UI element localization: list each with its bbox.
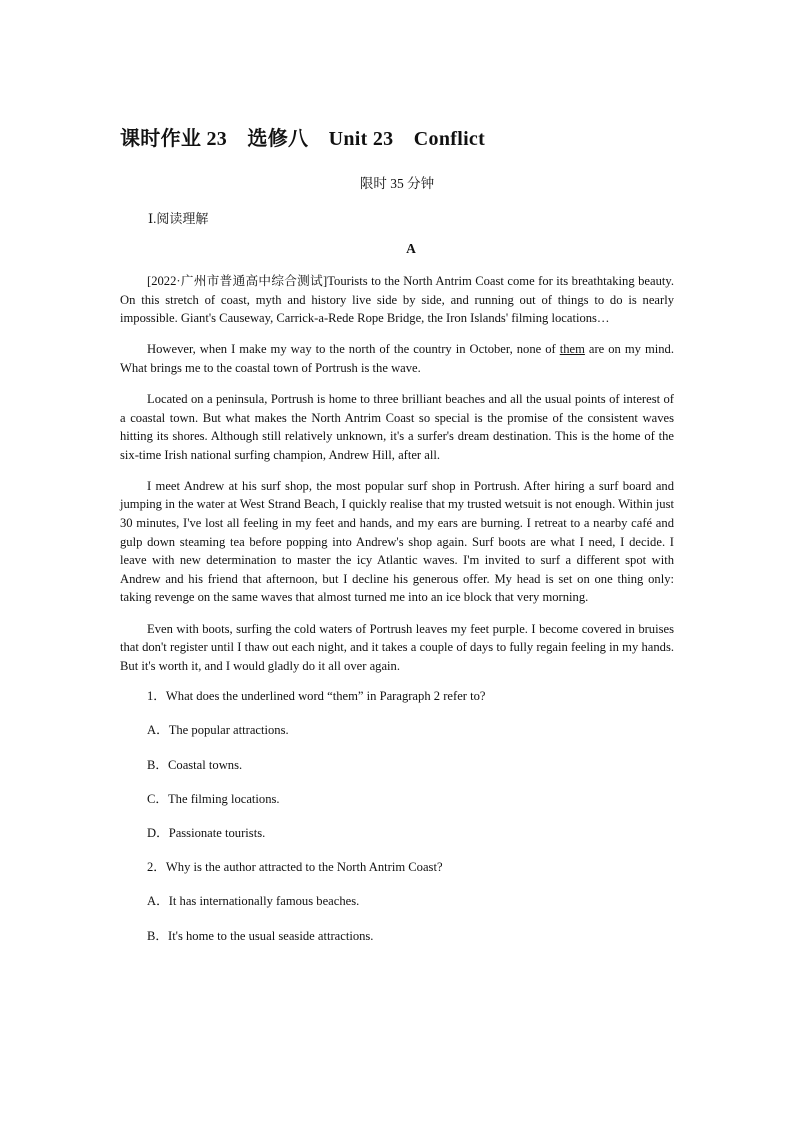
option-a[interactable]: A．The popular attractions. [147,723,289,738]
paragraph-2 [120,340,674,377]
question-stem: 1．What does the underlined word “them” in Paragraph 2 refer to? [147,689,486,704]
option-c[interactable]: C．The filming locations. [147,791,280,806]
page-title: 课时作业 23 选修八 Unit 23 Conflict [120,128,486,150]
paragraph-4: I meet Andrew at his surf shop, the most popular surf shop in Portrush. After hiring a surf board and jumping in the water at West Strand Beach, I quickly realise that my trusted wetsuit is not enough. Within just 30 minutes, I've lost all feeling in my feet and hands, and my ears are burning. I retreat to a nearby café and gulp down steaming tea before popping into Andrew's shop again. Surf boots are what I need, I decide. I leave with new determination to master the icy Atlantic waves. I'm invited to surf a different spot with Andrew and his friend that afternoon, but I decline his generous offer. My head is set on one thing only: taking revenge on the same waves that almost turned me into an ice block that very morning. [120,478,674,605]
passage-label: A [406,241,416,256]
paragraph-5: Even with boots, surfing the cold waters of Portrush leaves my feet purple. I become covered in bruises that don't register until I thaw out each night, and it takes a couple of days to fully regain feeling in my hands. But it's worth it, and I would gladly do it all over again. [120,621,674,673]
option-a[interactable]: A．It has internationally famous beaches. [147,894,360,909]
question-2 [120,858,674,961]
paragraph-2-text-start: However, when I make my way to the north of the country in October, none of [147,342,560,357]
section-heading: Ⅰ.阅读理解 [148,211,209,226]
underlined-word: them [559,342,585,357]
option-b[interactable]: B．It's home to the usual seaside attractions. [147,928,374,943]
paragraph-1: [2022·广州市普通高中综合测试]Tourists to the North Antrim Coast come for its breathtaking beauty. On this stretch of coast, myth and history live side by side, and running out of things to do is nearly impossible. Giant's Causeway, Carrick-a-Rede Rope Bridge, the Iron Islands' filming locations… [120,274,674,326]
passage-body [120,272,674,961]
question-1 [120,687,674,858]
paragraph-3: Located on a peninsula, Portrush is home to three brilliant beaches and all the usual points of interest of a coastal town. But what makes the North Antrim Coast so special is the promise of the consistent waves hitting its shores. Although still relatively unknown, it's a surfer's dream destination. This is the home of the six-time Irish national surfing champion, Andrew Hill, after all. [120,391,674,462]
time-limit: 限时 35 分钟 [359,176,435,191]
question-stem: 2．Why is the author attracted to the North Antrim Coast? [147,860,443,875]
option-b[interactable]: B．Coastal towns. [147,757,243,772]
paragraph-2-text-end: are on my mind. What brings me to the coastal town of Portrush is the wave. [120,342,674,375]
option-d[interactable]: D．Passionate tourists. [147,826,266,841]
